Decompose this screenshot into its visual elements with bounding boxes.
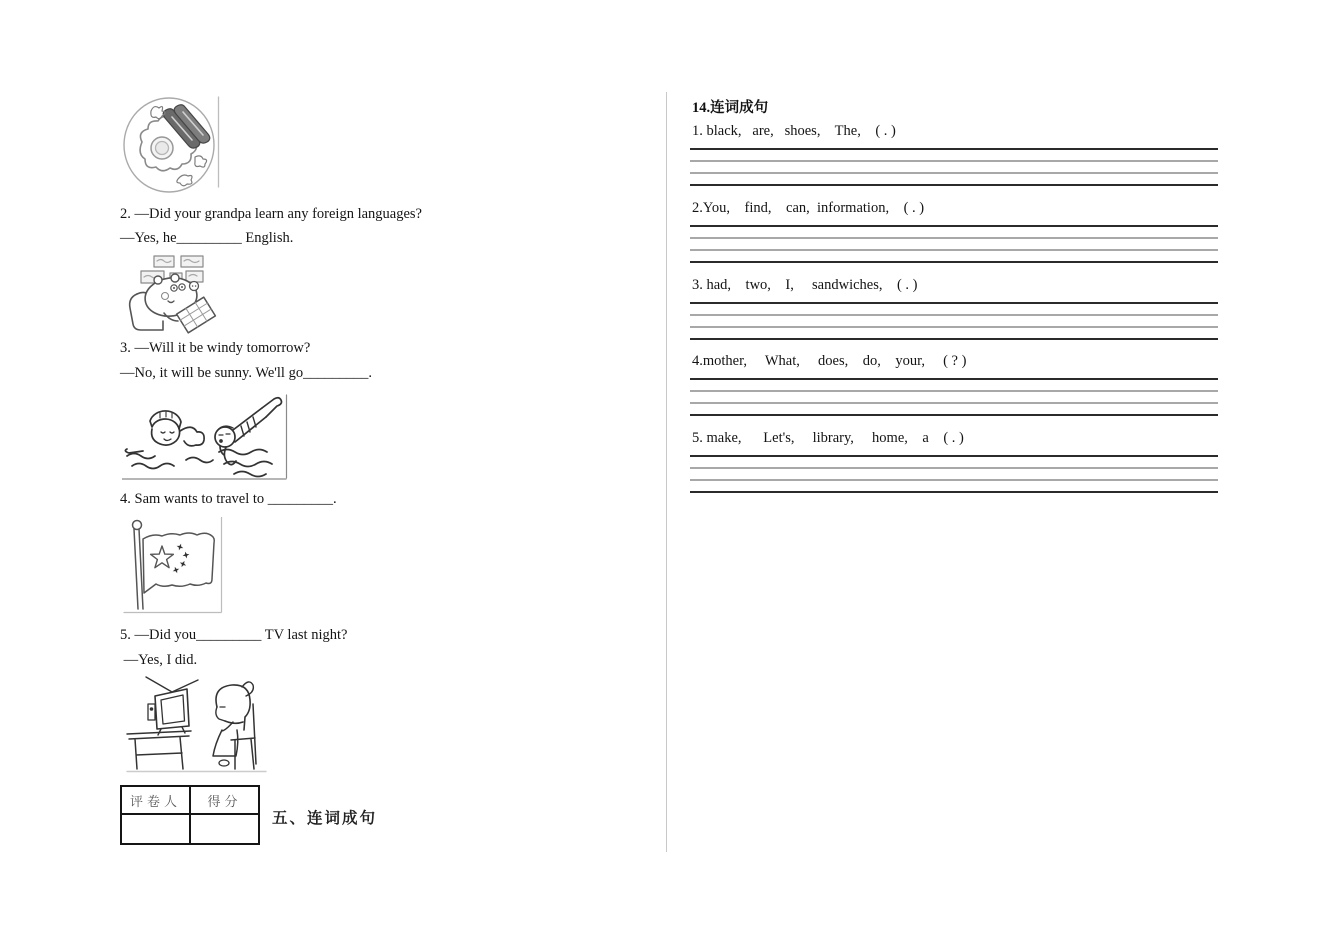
section-five-title: 五、连词成句: [272, 810, 378, 827]
pig-reading-illustration: [124, 253, 220, 335]
writing-line: [690, 237, 1218, 239]
sentence-item-5: 5. make, Let's, library, home, a ( . ): [692, 430, 964, 446]
writing-line: [690, 479, 1218, 481]
writing-line: [690, 467, 1218, 469]
score-table-header-score: 得分: [190, 786, 259, 814]
score-table-header-grader: 评卷人: [121, 786, 190, 814]
sentence-item-4: 4.mother, What, does, do, your, ( ? ): [692, 353, 967, 369]
swimming-illustration: [122, 393, 288, 480]
writing-line: [690, 491, 1218, 493]
writing-line: [690, 261, 1218, 263]
score-table-cell-grader: [121, 814, 190, 844]
writing-line: [690, 314, 1218, 316]
writing-line: [690, 160, 1218, 162]
sentence-item-1: 1. black, are, shoes, The, ( . ): [692, 123, 896, 139]
watching-tv-illustration: [125, 676, 271, 773]
writing-line: [690, 184, 1218, 186]
writing-line: [690, 302, 1218, 304]
writing-line: [690, 249, 1218, 251]
question-5-line-2: —Yes, I did.: [120, 652, 198, 668]
writing-line: [690, 455, 1218, 457]
score-table: [120, 785, 260, 845]
writing-line: [690, 414, 1218, 416]
sentence-item-3: 3. had, two, I, sandwiches, ( . ): [692, 277, 918, 293]
writing-line: [690, 378, 1218, 380]
answer-lines-2: [690, 225, 1218, 263]
column-divider: [666, 92, 667, 852]
question-4-line-1: 4. Sam wants to travel to _________.: [120, 491, 337, 507]
flag-illustration: [122, 517, 223, 614]
writing-line: [690, 338, 1218, 340]
writing-line: [690, 172, 1218, 174]
answer-lines-3: [690, 302, 1218, 340]
score-table-cell-score: [190, 814, 259, 844]
writing-line: [690, 390, 1218, 392]
answer-lines-4: [690, 378, 1218, 416]
writing-line: [690, 148, 1218, 150]
sentence-item-2: 2.You, find, can, information, ( . ): [692, 200, 925, 216]
writing-line: [690, 402, 1218, 404]
writing-line: [690, 326, 1218, 328]
question-3-line-2: —No, it will be sunny. We'll go_________.: [120, 365, 372, 381]
breakfast-illustration: [122, 95, 220, 196]
section-14-heading: 14.连词成句: [692, 100, 769, 116]
answer-lines-1: [690, 148, 1218, 186]
writing-line: [690, 225, 1218, 227]
answer-lines-5: [690, 455, 1218, 493]
question-2-line-2: —Yes, he_________ English.: [120, 230, 294, 246]
question-5-line-1: 5. —Did you_________ TV last night?: [120, 627, 348, 643]
question-3-line-1: 3. —Will it be windy tomorrow?: [120, 340, 311, 356]
question-2-line-1: 2. —Did your grandpa learn any foreign languages?: [120, 206, 422, 222]
